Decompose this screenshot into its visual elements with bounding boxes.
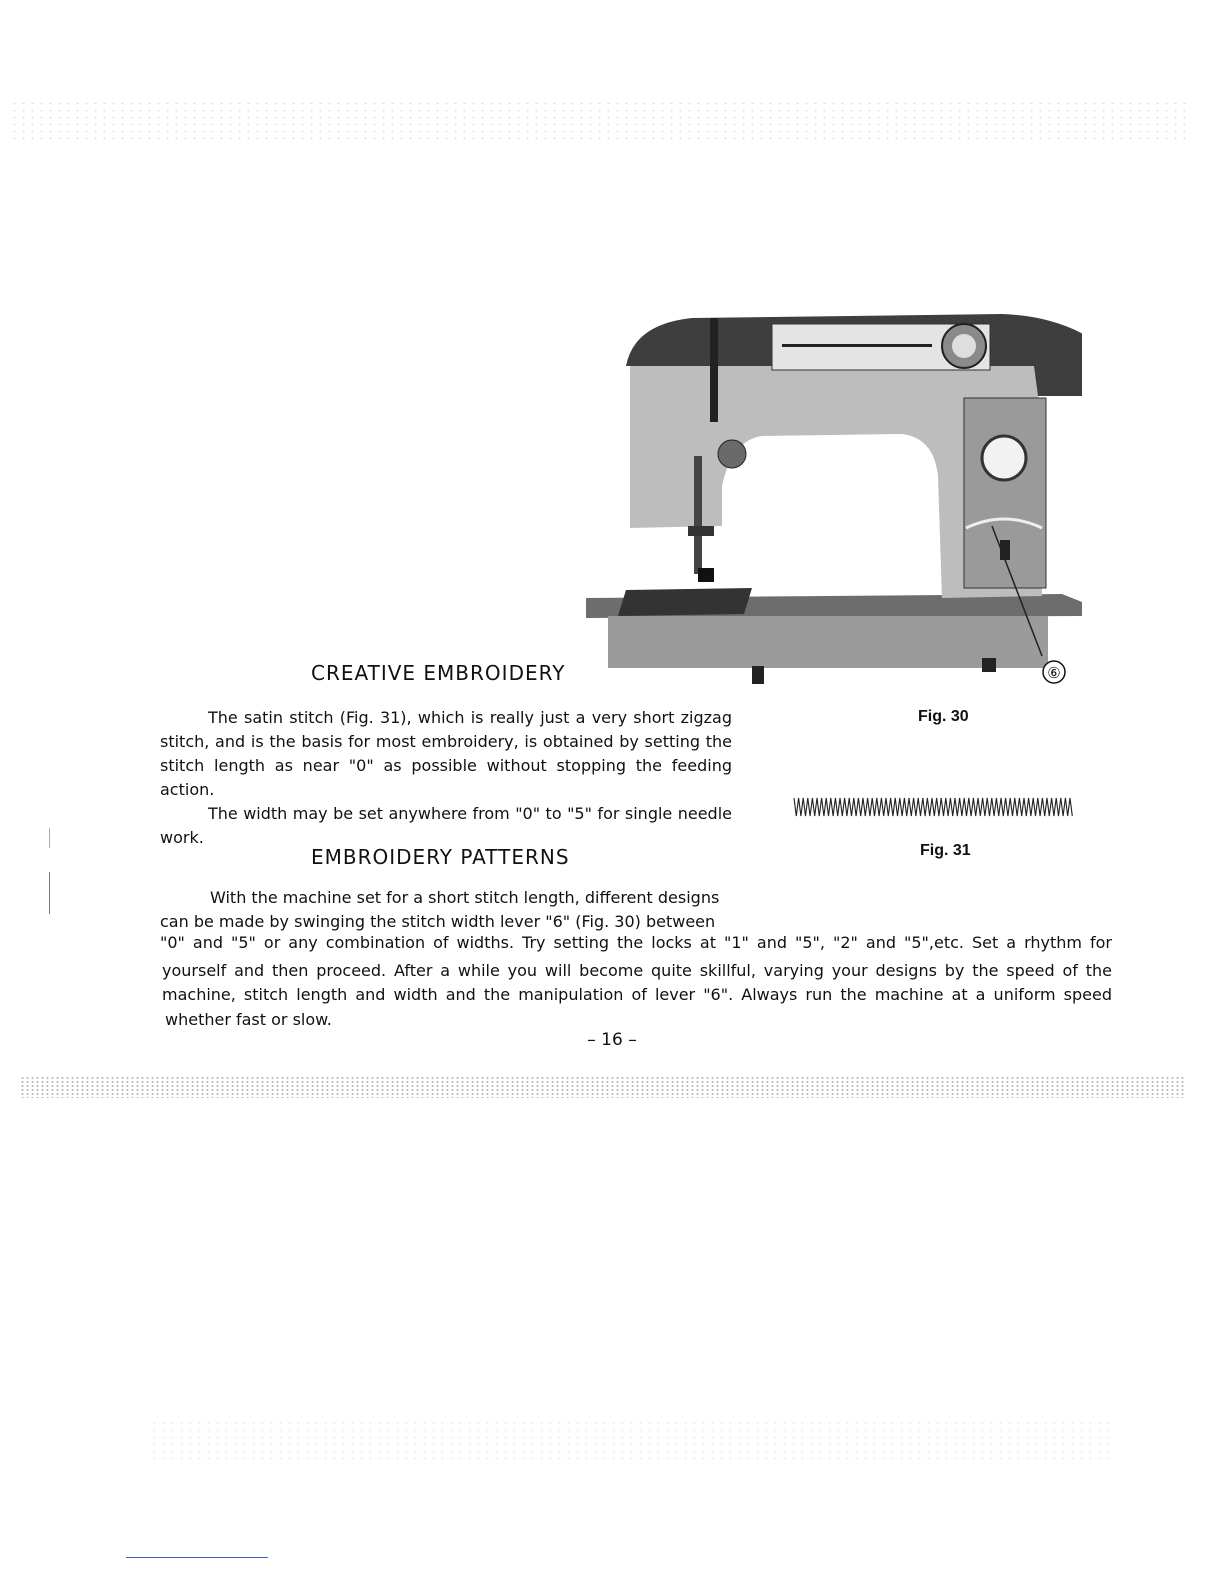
paragraph	[160, 706, 732, 802]
figure-caption-fig31: Fig. 31	[920, 842, 971, 859]
section-heading-embroidery-patterns: EMBROIDERY PATTERNS	[311, 845, 570, 869]
scan-noise-top	[10, 100, 1190, 140]
selector-scale	[782, 344, 932, 347]
text-line: machine, stitch length and width and the manipulation of lever "6". Always run the machine at a uniform speed	[162, 985, 1112, 1004]
text-line: whether fast or slow.	[165, 1010, 332, 1029]
paragraph	[160, 802, 732, 850]
figure-caption-fig30: Fig. 30	[918, 708, 969, 725]
page-number: – 16 –	[587, 1030, 637, 1050]
zigzag-stitch-line	[794, 798, 1072, 816]
scan-noise-bottom	[20, 1076, 1185, 1098]
text-line: With the machine set for a short stitch length, different designs	[210, 888, 720, 907]
section-heading-creative-embroidery: CREATIVE EMBROIDERY	[311, 661, 566, 685]
paragraph-text: The width may be set anywhere from "0" to "5" for single needle work.	[160, 804, 732, 847]
margin-mark	[49, 872, 50, 914]
base-foot	[982, 658, 996, 672]
selector-dial-center	[952, 334, 976, 358]
text-line: yourself and then proceed. After a while you will become quite skillful, varying your designs by the speed of the	[162, 961, 1112, 980]
spool-pin	[710, 318, 718, 422]
base-foot	[752, 666, 764, 684]
stitch-length-dial	[982, 436, 1026, 480]
tension-dial	[718, 440, 746, 468]
footer-rule	[126, 1557, 268, 1558]
presser-foot	[698, 568, 714, 582]
satin-stitch-sample	[792, 794, 1076, 820]
paragraph-text: The satin stitch (Fig. 31), which is really just a very short zigzag stitch, and is the basis for most embroidery, is obtained by setting the stitch length as near "0" as possible without stopping the feeding action.	[160, 708, 732, 799]
needle-bar	[694, 456, 702, 574]
text-line: "0" and "5" or any combination of widths. Try setting the locks at "1" and "5", "2" and "5",etc. Set a rhythm for	[160, 933, 1112, 952]
sewing-machine-illustration	[582, 296, 1082, 688]
margin-mark	[49, 828, 50, 848]
throat-plate	[618, 588, 752, 616]
presser-foot-holder	[688, 526, 714, 536]
text-line: can be made by swinging the stitch width lever "6" (Fig. 30) between	[160, 912, 716, 931]
callout-number: ⑥	[1047, 664, 1061, 682]
scan-noise-footer	[150, 1420, 1110, 1460]
